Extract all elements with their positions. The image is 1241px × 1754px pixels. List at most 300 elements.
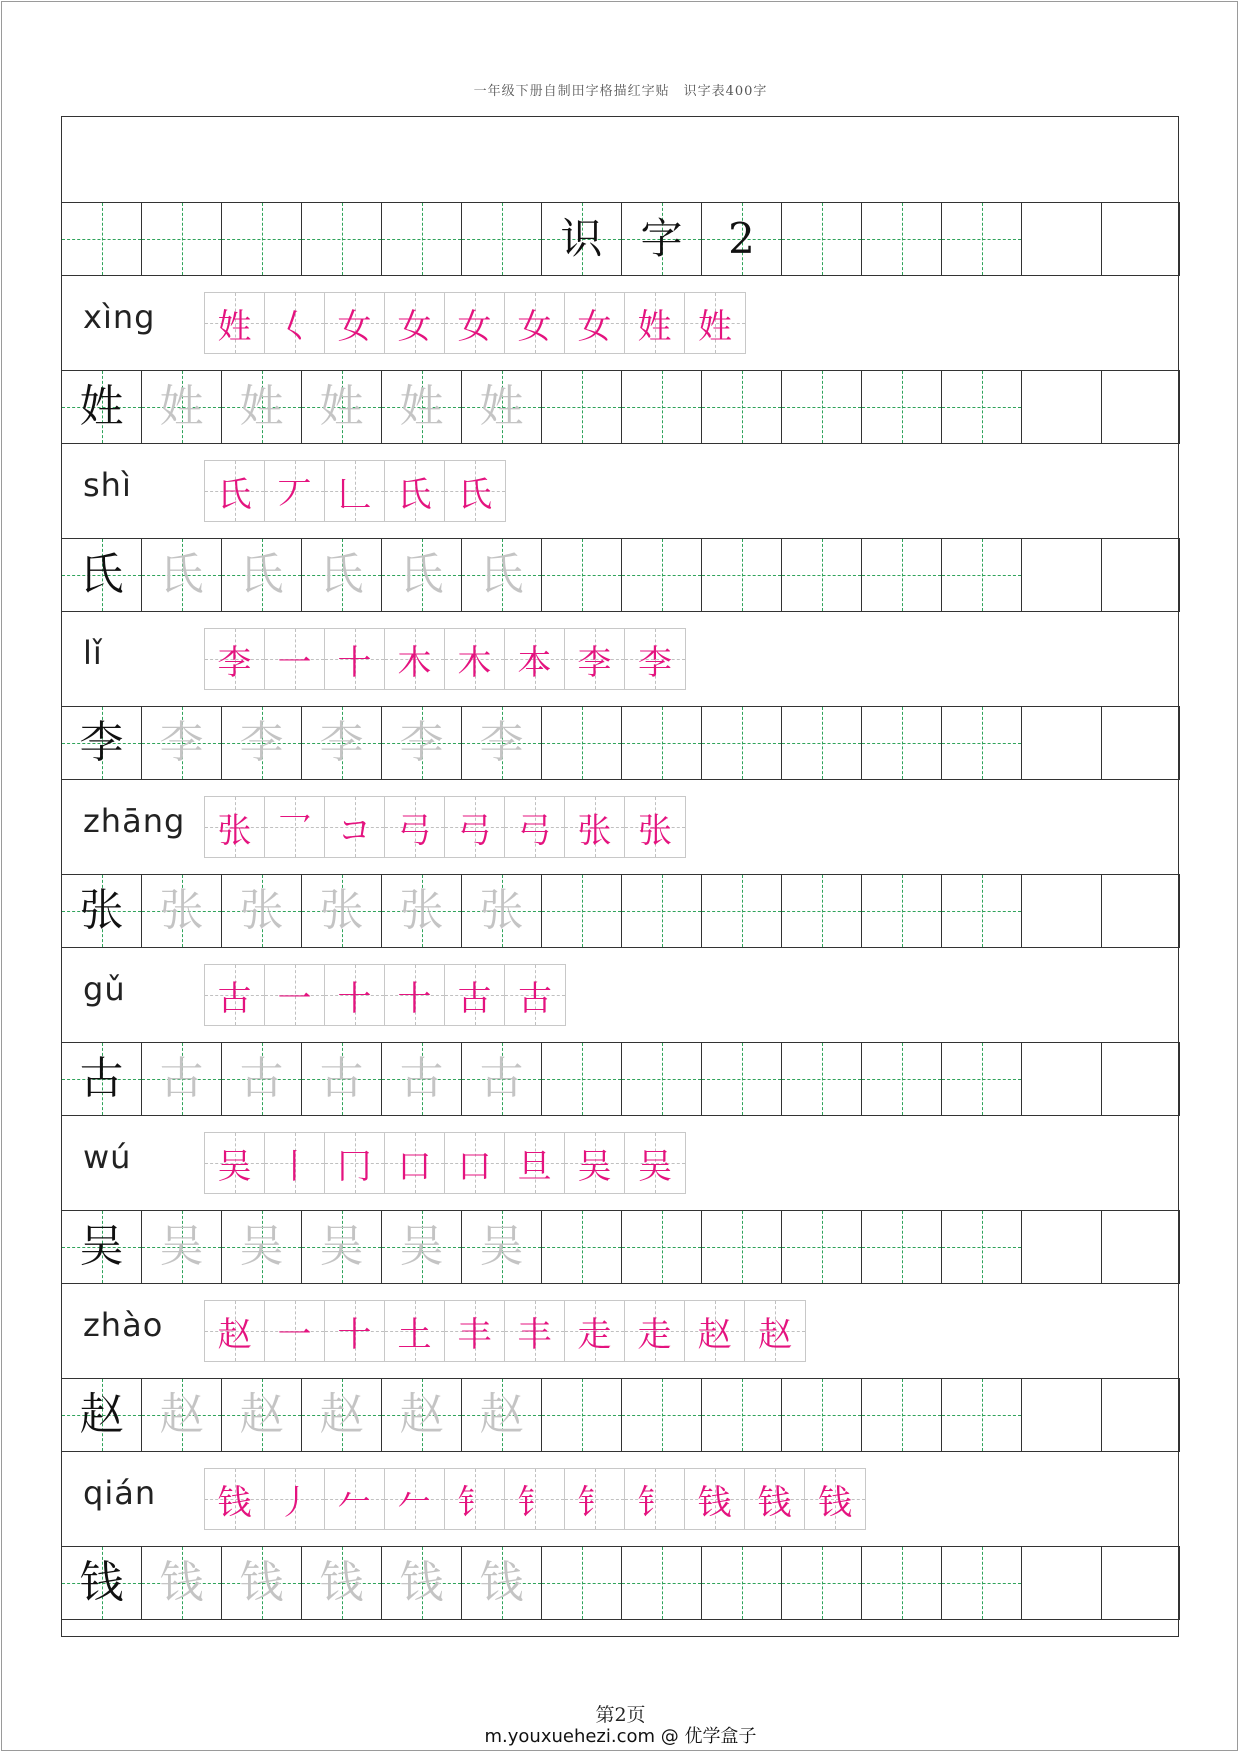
stroke-sequence (204, 460, 506, 522)
grid-cell[interactable] (941, 202, 1021, 276)
grid-cell[interactable] (381, 706, 461, 780)
grid-cell (61, 1378, 141, 1452)
grid-cell[interactable] (541, 874, 621, 948)
grid-cell[interactable] (941, 1378, 1021, 1452)
grid-cell[interactable] (1021, 370, 1101, 444)
practice-row (61, 370, 1180, 444)
stroke-step: 十 (397, 978, 432, 1019)
grid-cell[interactable] (861, 1546, 941, 1620)
stroke-step: 吴 (577, 1146, 612, 1187)
stroke-step: 李 (577, 642, 612, 683)
trace-character: 吴 (319, 1221, 364, 1272)
grid-cell[interactable] (541, 1546, 621, 1620)
stroke-cell (445, 1301, 505, 1361)
grid-cell[interactable] (701, 1210, 781, 1284)
pinyin-label: zhào (83, 1306, 164, 1344)
trace-character: 张 (159, 885, 204, 936)
grid-cell[interactable] (301, 202, 381, 276)
model-character: 姓 (79, 381, 124, 432)
stroke-cell (205, 1133, 265, 1193)
stroke-cell (505, 1301, 565, 1361)
stroke-cell (325, 461, 385, 521)
grid-cell[interactable] (861, 1378, 941, 1452)
grid-cell[interactable] (141, 1378, 221, 1452)
grid-cell[interactable] (1101, 370, 1180, 444)
grid-cell[interactable] (141, 706, 221, 780)
stroke-cell (385, 797, 445, 857)
stroke-step: 张 (577, 810, 612, 851)
stroke-cell (565, 1301, 625, 1361)
grid-cell[interactable] (621, 1378, 701, 1452)
stroke-cell (565, 1469, 625, 1529)
stroke-step: 女 (577, 306, 612, 347)
grid-cell[interactable] (541, 538, 621, 612)
stroke-step: 钱 (818, 1482, 852, 1523)
grid-cell[interactable] (301, 1546, 381, 1620)
model-character: 古 (79, 1053, 124, 1104)
grid-cell[interactable] (941, 874, 1021, 948)
stroke-cell (625, 293, 685, 353)
stroke-cell (445, 965, 505, 1025)
trace-character: 李 (399, 717, 444, 768)
grid-cell[interactable] (621, 202, 701, 276)
grid-cell[interactable] (381, 202, 461, 276)
stroke-cell (685, 1301, 745, 1361)
stroke-order-row (61, 948, 1179, 1042)
stroke-step: 𡿨 (277, 306, 312, 347)
grid-cell[interactable] (381, 1042, 461, 1116)
stroke-cell (265, 965, 325, 1025)
grid-cell[interactable] (621, 1210, 701, 1284)
stroke-step: 古 (518, 978, 552, 1019)
practice-row (61, 1378, 1180, 1452)
grid-cell[interactable] (1101, 1546, 1180, 1620)
trace-character: 李 (479, 717, 524, 768)
pinyin-label: xìng (83, 298, 156, 336)
stroke-cell (205, 1469, 265, 1529)
model-character: 钱 (79, 1557, 124, 1608)
grid-cell (61, 874, 141, 948)
trace-character: 古 (159, 1053, 204, 1104)
grid-cell[interactable] (1021, 1210, 1101, 1284)
stroke-step: 古 (217, 978, 252, 1019)
grid-cell[interactable] (141, 874, 221, 948)
trace-character: 姓 (239, 381, 284, 432)
grid-cell[interactable] (781, 538, 861, 612)
practice-row (61, 1546, 1180, 1620)
stroke-cell (685, 293, 745, 353)
grid-cell[interactable] (781, 1546, 861, 1620)
grid-cell[interactable] (701, 538, 781, 612)
practice-row (61, 706, 1180, 780)
grid-cell[interactable] (541, 1378, 621, 1452)
grid-cell[interactable] (221, 706, 301, 780)
pinyin-label: shì (83, 466, 132, 504)
grid-cell[interactable] (701, 874, 781, 948)
grid-cell[interactable] (221, 1546, 301, 1620)
stroke-step: 古 (457, 978, 492, 1019)
grid-cell[interactable] (781, 370, 861, 444)
grid-cell[interactable] (781, 1042, 861, 1116)
stroke-step: 𠂉 (397, 1482, 432, 1523)
pinyin-label: wú (83, 1138, 132, 1176)
stroke-cell (385, 1469, 445, 1529)
stroke-sequence (204, 1468, 866, 1530)
stroke-step: 李 (638, 642, 672, 683)
grid-cell[interactable] (221, 1210, 301, 1284)
grid-cell (61, 1546, 141, 1620)
grid-cell[interactable] (461, 1210, 541, 1284)
grid-cell[interactable] (781, 874, 861, 948)
grid-cell[interactable] (1101, 538, 1180, 612)
stroke-step: 一 (277, 642, 312, 683)
grid-cell[interactable] (861, 1042, 941, 1116)
grid-cell[interactable] (861, 202, 941, 276)
stroke-cell (445, 1469, 505, 1529)
page-number: 第2页 (595, 1704, 646, 1726)
stroke-cell (565, 1133, 625, 1193)
grid-cell[interactable] (781, 202, 861, 276)
grid-cell[interactable] (301, 370, 381, 444)
stroke-step: 姓 (698, 306, 732, 347)
grid-cell[interactable] (301, 1210, 381, 1284)
stroke-step: 钱 (757, 1482, 792, 1523)
stroke-step: 十 (337, 978, 372, 1019)
grid-cell[interactable] (1101, 1210, 1180, 1284)
stroke-step: 张 (638, 810, 672, 851)
stroke-order-row (61, 1284, 1179, 1378)
grid-cell[interactable] (701, 202, 781, 276)
stroke-cell (265, 1133, 325, 1193)
stroke-cell (745, 1301, 805, 1361)
stroke-cell (205, 629, 265, 689)
grid-cell[interactable] (1021, 874, 1101, 948)
stroke-cell (565, 797, 625, 857)
stroke-cell (325, 1301, 385, 1361)
model-character: 张 (79, 885, 124, 936)
stroke-step: 李 (217, 642, 252, 683)
grid-cell[interactable] (541, 1210, 621, 1284)
pinyin-label: lǐ (83, 634, 103, 672)
grid-cell[interactable] (781, 1378, 861, 1452)
grid-cell[interactable] (541, 370, 621, 444)
grid-cell[interactable] (221, 370, 301, 444)
stroke-step: 姓 (217, 306, 252, 347)
stroke-order-row (61, 612, 1179, 706)
stroke-cell (625, 797, 685, 857)
stroke-step: コ (337, 810, 372, 851)
grid-cell[interactable] (141, 1042, 221, 1116)
grid-cell[interactable] (461, 538, 541, 612)
stroke-step: 吴 (638, 1146, 672, 1187)
stroke-cell (265, 461, 325, 521)
grid-cell[interactable] (941, 1210, 1021, 1284)
stroke-step: 𠂉 (337, 1482, 372, 1523)
grid-cell[interactable] (461, 1378, 541, 1452)
grid-cell[interactable] (1021, 1042, 1101, 1116)
lesson-title-char: 识 (560, 214, 603, 263)
grid-cell (61, 706, 141, 780)
grid-cell[interactable] (461, 1546, 541, 1620)
trace-character: 钱 (159, 1557, 204, 1608)
stroke-step: 走 (577, 1314, 612, 1355)
stroke-cell (385, 461, 445, 521)
model-character: 吴 (79, 1221, 124, 1272)
stroke-cell (565, 293, 625, 353)
lesson-title-row (61, 202, 1180, 276)
grid-cell[interactable] (541, 706, 621, 780)
grid-cell[interactable] (381, 370, 461, 444)
grid-cell[interactable] (1101, 1042, 1180, 1116)
stroke-step: 钅 (637, 1482, 672, 1523)
stroke-step: 土 (397, 1314, 432, 1355)
grid-cell[interactable] (621, 1546, 701, 1620)
stroke-cell (445, 293, 505, 353)
lesson-title-char: 字 (640, 214, 683, 263)
pinyin-label: qián (83, 1474, 157, 1512)
stroke-cell (625, 1133, 685, 1193)
grid-cell[interactable] (861, 538, 941, 612)
grid-cell[interactable] (301, 538, 381, 612)
stroke-cell (205, 965, 265, 1025)
grid-cell[interactable] (861, 370, 941, 444)
grid-cell[interactable] (1021, 202, 1101, 276)
stroke-cell (265, 1301, 325, 1361)
trace-character: 张 (319, 885, 364, 936)
grid-cell[interactable] (941, 1042, 1021, 1116)
stroke-step: 一 (277, 978, 312, 1019)
grid-cell[interactable] (461, 706, 541, 780)
stroke-step: 女 (517, 306, 552, 347)
grid-cell[interactable] (621, 1042, 701, 1116)
trace-character: 姓 (319, 381, 364, 432)
stroke-step: 十 (337, 642, 372, 683)
stroke-step: 钅 (577, 1482, 612, 1523)
stroke-cell (505, 293, 565, 353)
grid-cell[interactable] (381, 538, 461, 612)
grid-cell[interactable] (1101, 202, 1180, 276)
grid-cell[interactable] (1021, 1546, 1101, 1620)
grid-cell[interactable] (221, 538, 301, 612)
stroke-cell (385, 1133, 445, 1193)
grid-cell[interactable] (141, 1546, 221, 1620)
stroke-step: 木 (397, 642, 432, 683)
grid-cell[interactable] (141, 202, 221, 276)
stroke-cell (505, 1469, 565, 1529)
grid-cell[interactable] (1021, 538, 1101, 612)
stroke-step: 赵 (217, 1314, 252, 1355)
stroke-step: 氏 (458, 474, 492, 515)
stroke-step: 冂 (337, 1146, 372, 1187)
grid-cell[interactable] (701, 706, 781, 780)
grid-cell[interactable] (861, 874, 941, 948)
grid-cell (61, 202, 141, 276)
stroke-order-row (61, 780, 1179, 874)
grid-cell[interactable] (301, 1042, 381, 1116)
trace-character: 赵 (159, 1389, 204, 1440)
stroke-cell (445, 797, 505, 857)
trace-character: 钱 (319, 1557, 364, 1608)
grid-cell[interactable] (941, 1546, 1021, 1620)
stroke-step: 钅 (457, 1482, 492, 1523)
grid-cell[interactable] (301, 706, 381, 780)
grid-cell[interactable] (301, 874, 381, 948)
grid-cell[interactable] (701, 1546, 781, 1620)
grid-cell[interactable] (141, 370, 221, 444)
stroke-step: 弓 (517, 810, 552, 851)
grid-cell[interactable] (381, 874, 461, 948)
grid-cell[interactable] (861, 1210, 941, 1284)
stroke-cell (205, 797, 265, 857)
stroke-cell (325, 293, 385, 353)
trace-character: 氏 (399, 549, 444, 600)
grid-cell[interactable] (461, 874, 541, 948)
stroke-cell (445, 1133, 505, 1193)
trace-character: 氏 (479, 549, 524, 600)
practice-row (61, 538, 1180, 612)
grid-cell[interactable] (1021, 1378, 1101, 1452)
trace-character: 姓 (399, 381, 444, 432)
stroke-step: 十 (337, 1314, 372, 1355)
page-header: 一年级下册自制田字格描红字贴 识字表400字 (473, 84, 768, 99)
grid-cell[interactable] (1101, 706, 1180, 780)
stroke-cell (325, 797, 385, 857)
stroke-step: 丆 (277, 474, 312, 515)
stroke-cell (625, 1469, 685, 1529)
stroke-sequence (204, 628, 686, 690)
grid-cell[interactable] (781, 1210, 861, 1284)
grid-cell[interactable] (701, 1042, 781, 1116)
model-character: 氏 (79, 549, 124, 600)
lesson-title-char: 2 (728, 214, 755, 263)
stroke-step: 木 (457, 642, 492, 683)
grid-cell[interactable] (781, 706, 861, 780)
stroke-step: 丰 (457, 1314, 492, 1355)
grid-cell[interactable] (861, 706, 941, 780)
stroke-cell (385, 293, 445, 353)
stroke-cell (205, 461, 265, 521)
grid-cell[interactable] (141, 538, 221, 612)
stroke-cell (265, 1469, 325, 1529)
trace-character: 吴 (399, 1221, 444, 1272)
stroke-step: 张 (217, 810, 252, 851)
stroke-cell (505, 965, 565, 1025)
grid-cell[interactable] (381, 1210, 461, 1284)
grid-cell[interactable] (941, 538, 1021, 612)
grid-cell[interactable] (221, 874, 301, 948)
practice-row (61, 1042, 1180, 1116)
grid-cell[interactable] (1021, 706, 1101, 780)
stroke-cell (385, 1301, 445, 1361)
grid-cell[interactable] (541, 202, 621, 276)
grid-cell (61, 538, 141, 612)
pinyin-label: zhāng (83, 802, 186, 840)
stroke-cell (205, 293, 265, 353)
stroke-step: 旦 (517, 1146, 552, 1187)
trace-character: 钱 (479, 1557, 524, 1608)
trace-character: 张 (399, 885, 444, 936)
stroke-cell (325, 629, 385, 689)
trace-character: 赵 (319, 1389, 364, 1440)
stroke-step: 赵 (758, 1314, 792, 1355)
stroke-step: 赵 (697, 1314, 732, 1355)
stroke-step: 丰 (517, 1314, 552, 1355)
stroke-step: 𠃊 (337, 474, 372, 515)
grid-cell[interactable] (701, 370, 781, 444)
stroke-step: 吴 (217, 1146, 252, 1187)
stroke-cell (625, 1301, 685, 1361)
stroke-step: 弓 (397, 810, 432, 851)
trace-character: 赵 (479, 1389, 524, 1440)
trace-character: 张 (479, 885, 524, 936)
trace-character: 吴 (159, 1221, 204, 1272)
stroke-step: 一 (277, 1314, 312, 1355)
grid-cell[interactable] (461, 202, 541, 276)
site-credit: m.youxuehezi.com @ 优学盒子 (484, 1726, 757, 1747)
grid-cell[interactable] (541, 1042, 621, 1116)
stroke-cell (805, 1469, 865, 1529)
grid-cell[interactable] (1101, 1378, 1180, 1452)
stroke-step: 钱 (217, 1482, 252, 1523)
stroke-sequence (204, 1132, 686, 1194)
grid-cell[interactable] (621, 538, 701, 612)
trace-character: 姓 (159, 381, 204, 432)
grid-cell[interactable] (301, 1378, 381, 1452)
stroke-step: 氏 (397, 474, 432, 515)
grid-cell[interactable] (621, 874, 701, 948)
stroke-cell (445, 629, 505, 689)
stroke-cell (385, 965, 445, 1025)
trace-character: 氏 (159, 549, 204, 600)
grid-cell[interactable] (1101, 874, 1180, 948)
practice-row (61, 1210, 1180, 1284)
trace-character: 张 (239, 885, 284, 936)
stroke-cell (205, 1301, 265, 1361)
grid-cell[interactable] (221, 1378, 301, 1452)
stroke-cell (265, 629, 325, 689)
stroke-cell (265, 293, 325, 353)
trace-character: 钱 (239, 1557, 284, 1608)
grid-cell[interactable] (381, 1378, 461, 1452)
stroke-sequence (204, 292, 746, 354)
stroke-order-row (61, 1452, 1179, 1546)
stroke-step: 口 (457, 1146, 492, 1187)
grid-cell[interactable] (461, 370, 541, 444)
stroke-step: 女 (397, 306, 432, 347)
stroke-step: 口 (397, 1146, 432, 1187)
trace-character: 钱 (399, 1557, 444, 1608)
grid-cell[interactable] (141, 1210, 221, 1284)
grid-cell[interactable] (461, 1042, 541, 1116)
grid-cell[interactable] (621, 706, 701, 780)
stroke-cell (325, 1133, 385, 1193)
stroke-sequence (204, 1300, 806, 1362)
grid-cell[interactable] (941, 706, 1021, 780)
grid-cell[interactable] (621, 370, 701, 444)
stroke-order-row (61, 276, 1179, 370)
stroke-step: 女 (337, 306, 372, 347)
stroke-cell (625, 629, 685, 689)
grid-cell[interactable] (381, 1546, 461, 1620)
grid-cell[interactable] (221, 1042, 301, 1116)
grid-cell (61, 370, 141, 444)
grid-cell[interactable] (941, 370, 1021, 444)
grid-cell[interactable] (701, 1378, 781, 1452)
trace-character: 吴 (479, 1221, 524, 1272)
trace-character: 古 (239, 1053, 284, 1104)
stroke-order-row (61, 1116, 1179, 1210)
grid-cell[interactable] (221, 202, 301, 276)
